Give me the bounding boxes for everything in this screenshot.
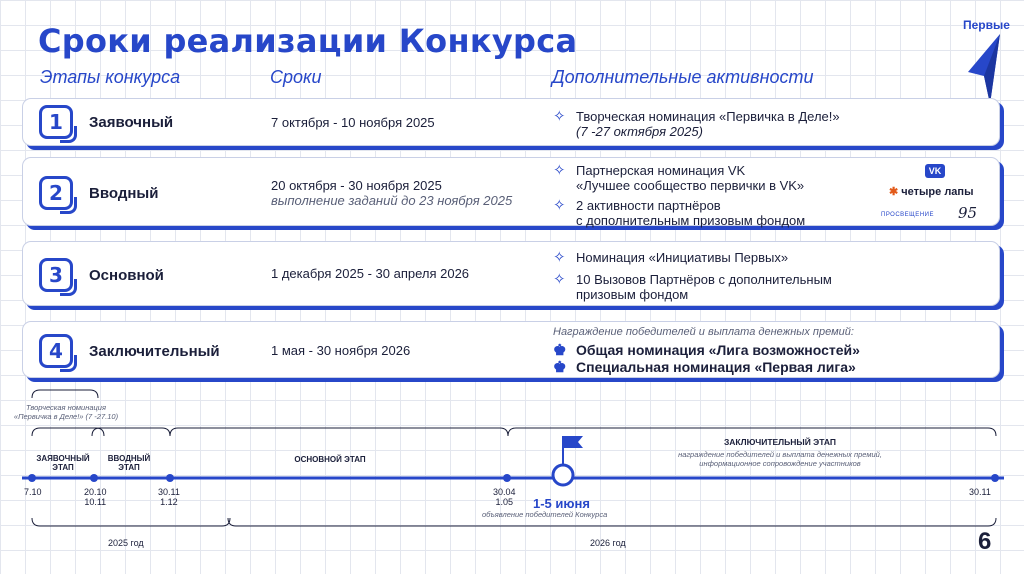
timeline-date-30-11: 30.11 1.12 bbox=[158, 487, 180, 507]
timeline-date-20-10: 20.10 10.11 bbox=[84, 487, 107, 507]
activity-item: ✧ Номинация «Инициативы Первых» bbox=[553, 249, 789, 266]
timeline-date-30-04: 30.04 1.05 bbox=[493, 487, 516, 507]
timeline-seg-intro: ВВОДНЫЙ ЭТАП bbox=[107, 454, 151, 472]
timeline-final-note: награждение победителей и выплата денежных премий, информационное сопровождение участников bbox=[678, 450, 882, 468]
stage-dates-1: 7 октября - 10 ноября 2025 bbox=[271, 115, 435, 130]
stage-number-2: 2 bbox=[39, 176, 73, 210]
timeline-seg-main: ОСНОВНОЙ ЭТАП bbox=[294, 455, 366, 464]
col-dates-header: Сроки bbox=[270, 67, 322, 87]
timeline-dot-30-04 bbox=[503, 474, 511, 482]
award-heading: Награждение победителей и выплата денежных премий: bbox=[553, 326, 854, 338]
timeline-date-7-10: 7.10 bbox=[24, 487, 42, 497]
timeline-june-label: 1-5 июня bbox=[533, 496, 590, 511]
activity-item: ♚ Общая номинация «Лига возможностей» bbox=[553, 342, 860, 359]
timeline-dot-30-11 bbox=[166, 474, 174, 482]
stage-name-4: Заключительный bbox=[89, 343, 220, 360]
activity-item: ✧ Творческая номинация «Первичка в Деле!» (7 -27 октября 2025) bbox=[553, 108, 840, 139]
timeline-dot-30-11-end bbox=[991, 474, 999, 482]
sparkle-icon: ✧ bbox=[553, 249, 566, 266]
bracket-final bbox=[508, 428, 996, 436]
stage-name-2: Вводный bbox=[89, 185, 159, 202]
bracket-main bbox=[170, 428, 508, 436]
stage-number-1: 1 bbox=[39, 105, 73, 139]
sparkle-icon: ✧ bbox=[553, 271, 566, 288]
page-title: Сроки реализации Конкурса bbox=[38, 22, 578, 60]
activity-item: ✧ 10 Вызовов Партнёров с дополнительным призовым фондом bbox=[553, 271, 832, 302]
prosveshchenie-logo: ПРОСВЕЩЕНИЕ bbox=[881, 212, 934, 218]
bracket-year-2026 bbox=[228, 518, 996, 526]
stage-number-4: 4 bbox=[39, 334, 73, 368]
timeline-seg-final: ЗАКЛЮЧИТЕЛЬНЫЙ ЭТАП bbox=[723, 437, 837, 447]
trophy-icon: ♚ bbox=[553, 342, 567, 359]
sparkle-icon: ✧ bbox=[553, 162, 566, 179]
timeline-seg-application: ЗАЯВОЧНЫЙ ЭТАП bbox=[36, 454, 90, 472]
col-activities-header: Дополнительные активности bbox=[552, 67, 814, 87]
anniversary-95-logo: 95 bbox=[958, 204, 978, 222]
year-label-2025: 2025 год bbox=[108, 538, 144, 548]
four-paws-logo: ✱ четыре лапы bbox=[889, 186, 974, 198]
sparkle-icon: ✧ bbox=[553, 108, 566, 125]
activity-item: ♚ Специальная номинация «Первая лига» bbox=[553, 359, 856, 376]
bracket-year-2025 bbox=[32, 518, 230, 526]
col-stages-header: Этапы конкурса bbox=[40, 67, 181, 87]
timeline-dot-20-10 bbox=[90, 474, 98, 482]
bracket-creative bbox=[32, 390, 98, 398]
timeline-dot-7-10 bbox=[28, 474, 36, 482]
stage-name-1: Заявочный bbox=[89, 114, 174, 131]
activity-item: ✧ 2 активности партнёров с дополнительным призовым фондом bbox=[553, 197, 806, 228]
timeline-creative-note: Творческая номинация «Первичка в Деле!» (7 -27.10) bbox=[13, 403, 119, 421]
brand-name: Первые bbox=[963, 18, 1010, 32]
page-number: 6 bbox=[978, 528, 992, 555]
sparkle-icon: ✧ bbox=[553, 197, 566, 214]
stage-number-3: 3 bbox=[39, 258, 73, 292]
stage-name-3: Основной bbox=[89, 267, 164, 284]
activity-item: ✧ Партнерская номинация VK «Лучшее сообщество первички в VK» bbox=[553, 162, 805, 193]
stage-dates-3: 1 декабря 2025 - 30 апреля 2026 bbox=[271, 266, 470, 281]
stage-dates-4: 1 мая - 30 ноября 2026 bbox=[271, 343, 411, 358]
timeline-june-note: объявление победителей Конкурса bbox=[482, 510, 608, 519]
year-label-2026: 2026 год bbox=[590, 538, 626, 548]
vk-logo: VK bbox=[925, 164, 945, 178]
timeline-milestone-june bbox=[553, 465, 573, 485]
timeline-date-30-11-end: 30.11 bbox=[969, 487, 991, 497]
flag-icon bbox=[563, 436, 583, 448]
stage-dates-2: 20 октября - 30 ноября 2025 выполнение заданий до 23 ноября 2025 bbox=[271, 178, 513, 208]
trophy-icon: ♚ bbox=[553, 359, 567, 376]
